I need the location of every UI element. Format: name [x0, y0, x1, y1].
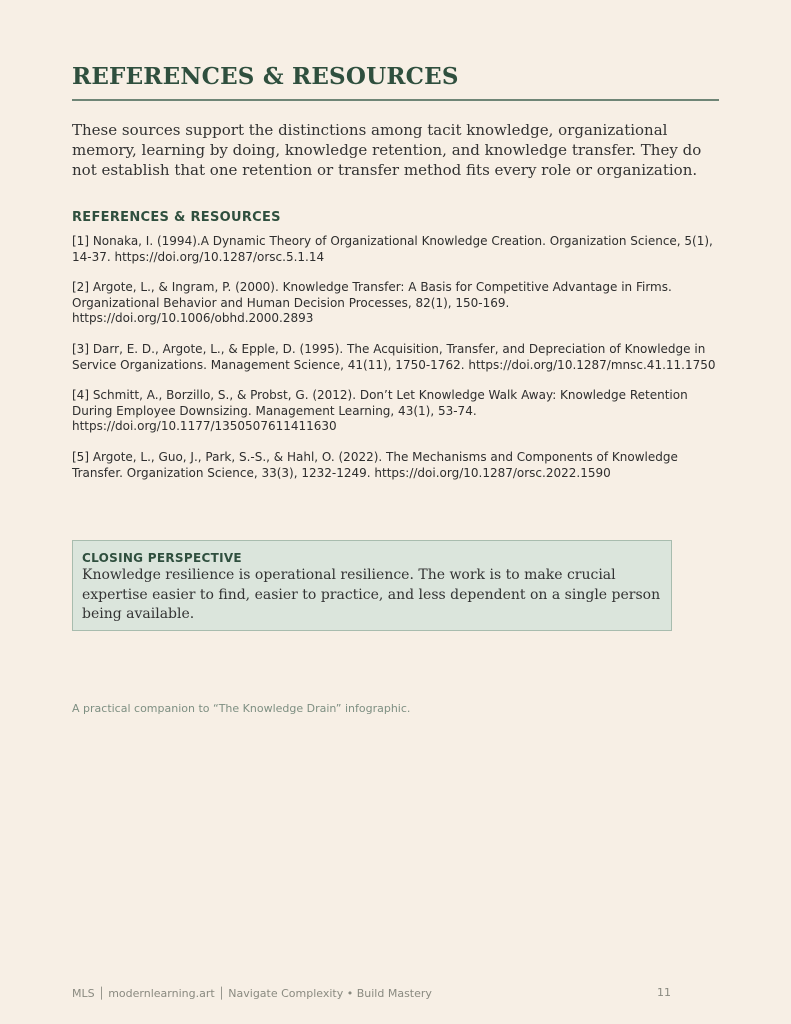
- reference-item-4: [4] Schmitt, A., Borzillo, S., & Probst, G. (2012). Don’t Let Knowledge Walk Away: Knowledge Retention During Employee Downsizing. Management Learning, 43(1), 53-74. https://doi.org/10.1177/1350507611411630: [72, 388, 688, 434]
- intro-paragraph: These sources support the distinctions among tacit knowledge, organizational memory, learning by doing, knowledge retention, and knowledge transfer. They do not establish that one retention or transfer method fits every role or organization.: [72, 121, 702, 179]
- reference-item-2: [2] Argote, L., & Ingram, P. (2000). Knowledge Transfer: A Basis for Competitive Advantage in Firms. Organizational Behavior and Human Decision Processes, 82(1), 150-169. https://doi.org/10.1006/obhd.2000.2893: [72, 280, 672, 326]
- reference-item-1: [1] Nonaka, I. (1994).A Dynamic Theory of Organizational Knowledge Creation. Organization Science, 5(1), 14-37. https://doi.org/10.1287/orsc.5.1.14: [72, 234, 713, 264]
- reference-list: [72, 234, 722, 496]
- page-number: 11: [657, 986, 671, 999]
- references-heading: REFERENCES & RESOURCES: [72, 210, 281, 225]
- page-title: REFERENCES & RESOURCES: [72, 63, 459, 90]
- closing-text: Knowledge resilience is operational resilience. The work is to make crucial expertise easier to find, easier to practice, and less dependent on a single person being available.: [82, 567, 661, 622]
- title-divider: [72, 99, 719, 101]
- closing-heading: CLOSING PERSPECTIVE: [82, 551, 242, 565]
- footer-text: MLS │ modernlearning.art │ Navigate Complexity • Build Mastery: [72, 987, 432, 1000]
- reference-item-5: [5] Argote, L., Guo, J., Park, S.-S., & Hahl, O. (2022). The Mechanisms and Components of Knowledge Transfer. Organization Science, 33(3), 1232-1249. https://doi.org/10.1287/orsc.2022.1590: [72, 449, 678, 480]
- companion-note: A practical companion to “The Knowledge Drain” infographic.: [72, 702, 411, 715]
- reference-item-3: [3] Darr, E. D., Argote, L., & Epple, D. (1995). The Acquisition, Transfer, and Depreciation of Knowledge in Service Organizations. Management Science, 41(11), 1750-1762. https://doi.org/10.1287/mnsc.41.11.1750: [72, 341, 716, 372]
- closing-perspective-callout: [72, 540, 672, 631]
